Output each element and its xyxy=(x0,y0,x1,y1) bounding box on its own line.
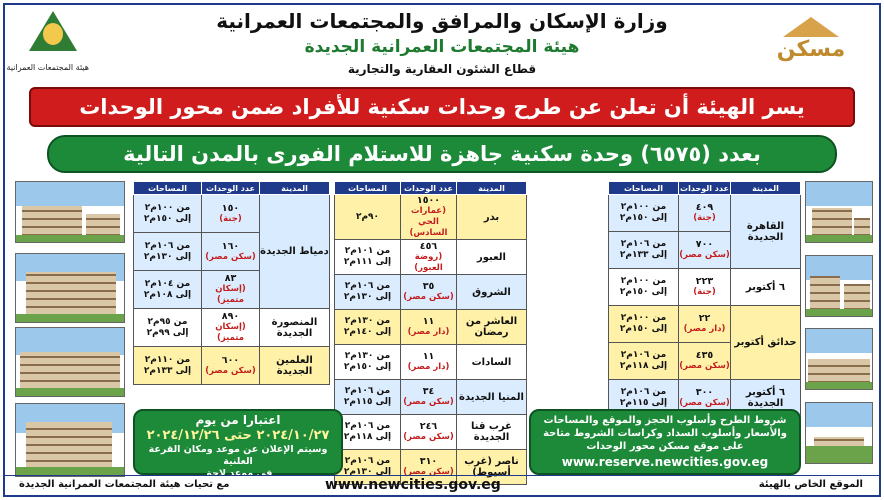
units-count: ٢٢٣ xyxy=(695,276,714,287)
lottery-note: وسيتم الإعلان عن موعد ومكان القرعة العلنية xyxy=(148,444,328,467)
site-url[interactable]: www.newcities.gov.eg xyxy=(325,477,501,493)
units-cell xyxy=(401,195,457,240)
units-cell xyxy=(679,232,731,269)
column-header-area: المساحات xyxy=(609,182,679,195)
area-to: إلى ١٣٠م٢ xyxy=(343,292,392,302)
project-type: (سكن مصر) xyxy=(679,250,730,260)
logo-caption: هيئة المجتمعات العمرانية xyxy=(6,63,89,72)
units-count: ٤٣٥ xyxy=(695,350,714,361)
units-cell xyxy=(202,309,260,347)
sakan-logo xyxy=(761,17,861,73)
city-name: السادات xyxy=(457,345,527,380)
column-header-units: عدد الوحدات xyxy=(401,182,457,195)
area-from: من ١١٠م٢ xyxy=(144,354,191,365)
city-name: العلمين الجديدة xyxy=(260,347,330,385)
column-header-units: عدد الوحدات xyxy=(680,183,729,193)
area-cell xyxy=(609,232,679,269)
area-to: إلى ١٠٨م٢ xyxy=(143,289,192,300)
table-row xyxy=(609,269,801,306)
table-right xyxy=(608,181,801,417)
table-row xyxy=(335,240,527,275)
units-count: ٣٥ xyxy=(422,281,435,292)
city-name: ٦ أكتوبر xyxy=(731,269,801,306)
units-cell xyxy=(202,195,260,233)
table-middle xyxy=(334,181,527,485)
building-photo xyxy=(15,403,125,477)
units-count: ٧٠٠ xyxy=(695,239,714,250)
area-to: إلى ١٥٠م٢ xyxy=(619,213,668,223)
area-from: من ١٠٦م٢ xyxy=(620,387,667,397)
area-from: من ٩٥م٢ xyxy=(147,316,188,327)
advertisement xyxy=(3,3,881,497)
column-header-area: المساحات xyxy=(335,182,401,195)
units-count: ٢٤٦ xyxy=(419,421,438,432)
sector-title: قطاع الشئون العقارية والتجارية xyxy=(347,62,537,76)
area-to: إلى ٩٩م٢ xyxy=(146,327,189,338)
footer xyxy=(5,475,879,495)
column-header-city: المدينة xyxy=(457,182,527,195)
area-cell xyxy=(609,343,679,380)
units-count: ٣٠٠ xyxy=(695,387,714,398)
table-row xyxy=(609,195,801,232)
table-header-row xyxy=(335,182,527,195)
area-to: إلى ١٣٣م٢ xyxy=(143,365,192,376)
table-header-row xyxy=(134,182,330,195)
city-name: القاهرة الجديدة xyxy=(731,195,801,269)
area-from: من ١٣٠م٢ xyxy=(344,351,391,361)
units-count: ٦٠٠ xyxy=(221,354,240,366)
sakan-logo-text: مسكن xyxy=(776,37,846,62)
units-cell xyxy=(202,271,260,309)
area-to: إلى ١٥٠م٢ xyxy=(619,324,668,334)
units-count: ١١ xyxy=(422,316,435,327)
city-name: دمياط الجديدة xyxy=(260,195,330,309)
project-type: (سكن مصر) xyxy=(679,398,730,408)
city-name: العبور xyxy=(457,240,527,275)
building-photo xyxy=(805,255,873,317)
area-from: من ١٠٦م٢ xyxy=(344,386,391,396)
units-cell xyxy=(679,195,731,232)
project-type: (دار مصر) xyxy=(683,324,726,334)
project-type: (جنة) xyxy=(219,213,242,224)
column-header-city: المدينة xyxy=(731,182,801,195)
units-count: ٨٣ xyxy=(224,273,237,284)
project-type: (عمارات الحي السادس) xyxy=(409,206,448,238)
building-photo xyxy=(805,328,873,390)
units-count: ٨٩٠ xyxy=(221,311,240,322)
area-from: من ١٠٦م٢ xyxy=(620,350,667,360)
area-cell xyxy=(335,380,401,415)
area-cell xyxy=(134,271,202,309)
units-count: ١١ xyxy=(422,351,435,362)
lottery-note-end: فى موعد لاحق xyxy=(203,468,273,479)
area-cell xyxy=(335,345,401,380)
units-count: ٤٠٩ xyxy=(695,202,714,213)
column-header-area: المساحات xyxy=(134,182,202,195)
area-from: من ١٠٠م٢ xyxy=(620,276,667,286)
project-type: (سكن مصر) xyxy=(403,467,454,477)
project-type: (سكن مصر) xyxy=(403,292,454,302)
date-box xyxy=(133,409,343,479)
area-to: إلى ١٥٠م٢ xyxy=(143,213,192,224)
units-cell xyxy=(679,269,731,306)
city-name: غرب قنا الجديدة xyxy=(457,415,527,450)
authority-title: هيئة المجتمعات العمرانية الجديدة xyxy=(304,37,580,57)
city-name: المنيا الجديدة xyxy=(457,380,527,415)
reserve-url[interactable]: www.reserve.newcities.gov.eg xyxy=(561,455,769,469)
city-name: الشروق xyxy=(457,275,527,310)
area-from: من ١٠٠م٢ xyxy=(620,202,667,212)
units-count-banner: بعدد (٦٥٧٥) وحدة سكنية جاهزة للاستلام الفورى بالمدن التالية xyxy=(47,135,837,173)
units-count: ١٥٠٠ xyxy=(416,195,441,206)
project-type: (سكن مصر) xyxy=(205,365,256,376)
area-cell xyxy=(134,309,202,347)
project-type: (روضة العبور) xyxy=(414,251,443,273)
area-to: إلى ١١٨م٢ xyxy=(619,361,668,371)
area-cell xyxy=(609,269,679,306)
area-to: إلى ١٣٣م٢ xyxy=(619,250,668,260)
table-row xyxy=(335,345,527,380)
area-from: من ١٠٦م٢ xyxy=(344,281,391,291)
date-intro: اعتبارا من يوم xyxy=(195,413,281,427)
area-cell xyxy=(134,347,202,385)
area-cell xyxy=(134,195,202,233)
area-from: من ١٠٦م٢ xyxy=(344,421,391,431)
area-cell xyxy=(609,195,679,232)
project-type: (إسكان متميز) xyxy=(215,322,246,343)
area-to: إلى ١١٥م٢ xyxy=(619,398,668,408)
area-from: من ١٠٤م٢ xyxy=(144,278,191,289)
table-row xyxy=(335,195,527,240)
units-cell xyxy=(401,380,457,415)
units-count: ٣١٠ xyxy=(419,456,438,467)
announcement-banner: يسر الهيئة أن تعلن عن طرح وحدات سكنية للأفراد ضمن محور الوحدات xyxy=(29,87,855,127)
house-roof-icon xyxy=(783,17,839,37)
header xyxy=(5,5,879,83)
city-name: بدر xyxy=(457,195,527,240)
area-cell xyxy=(335,195,401,240)
area-cell xyxy=(335,240,401,275)
table-row xyxy=(335,310,527,345)
area-cell xyxy=(134,233,202,271)
units-count: ١٥٠ xyxy=(221,202,240,214)
table-row xyxy=(335,275,527,310)
city-name: العاشر من رمضان xyxy=(457,310,527,345)
units-count: ٣٤ xyxy=(422,386,435,397)
terms-text: شروط الطرح وأسلوب الحجز والموقع والمساحات والأسعار وأسلوب السداد وكراسات الشروط متاحة على موقع مسكن محور الوحدات xyxy=(543,415,787,452)
project-type: (جنة) xyxy=(693,287,716,297)
project-type: (سكن مصر) xyxy=(403,432,454,442)
units-cell xyxy=(401,310,457,345)
city-name: المنصورة الجديدة xyxy=(260,309,330,347)
project-type: (جنة) xyxy=(693,213,716,223)
units-cell xyxy=(401,345,457,380)
area-from: ٩٠م٢ xyxy=(355,211,380,222)
area-cell xyxy=(335,415,401,450)
area-to: إلى ١٥٠م٢ xyxy=(619,287,668,297)
area-cell xyxy=(609,306,679,343)
area-from: من ١٠٠م٢ xyxy=(620,313,667,323)
table-row xyxy=(335,415,527,450)
table-row xyxy=(134,309,330,347)
units-cell xyxy=(401,415,457,450)
area-cell xyxy=(335,310,401,345)
ministry-title: وزارة الإسكان والمرافق والمجتمعات العمرانية xyxy=(216,9,668,33)
units-count: ٢٢ xyxy=(698,313,711,324)
column-header-units: عدد الوحدات xyxy=(202,182,260,195)
area-to: إلى ١٥٠م٢ xyxy=(343,362,392,372)
building-photo xyxy=(805,402,873,464)
table-row xyxy=(335,380,527,415)
units-cell xyxy=(401,275,457,310)
area-to: إلى ١٤٠م٢ xyxy=(343,327,392,337)
city-name: حدائق أكتوبر xyxy=(731,306,801,380)
units-count: ٤٥٦ xyxy=(419,240,438,252)
table-row xyxy=(609,306,801,343)
credit-line: مع تحيات هيئة المجتمعات العمرانية الجديدة xyxy=(19,479,230,490)
units-cell xyxy=(401,240,457,275)
project-type: (سكن مصر) xyxy=(205,251,256,262)
area-to: إلى ١١١م٢ xyxy=(343,257,392,267)
units-cell xyxy=(679,306,731,343)
area-to: إلى ١١٨م٢ xyxy=(343,432,392,442)
area-to: إلى ١٣٠م٢ xyxy=(343,467,392,477)
area-from: من ١٠٦م٢ xyxy=(144,240,191,251)
city-name: ٦ أكتوبر الجديدة xyxy=(731,380,801,417)
project-type: (سكن مصر) xyxy=(403,397,454,407)
table-row xyxy=(134,347,330,385)
building-photo xyxy=(15,327,125,397)
table-row xyxy=(134,195,330,233)
area-from: من ١٣٠م٢ xyxy=(344,316,391,326)
area-from: من ١٠١م٢ xyxy=(344,246,391,256)
date-range: ٢٠٢٤/١٠/٢٧ حتى ٢٠٢٤/١٢/٢٦ xyxy=(146,428,330,443)
terms-box xyxy=(529,409,801,475)
units-count: ١٦٠ xyxy=(221,240,240,252)
area-to: إلى ١١٥م٢ xyxy=(343,397,392,407)
table-left xyxy=(133,181,330,385)
building-photo xyxy=(805,181,873,243)
area-from: من ١٠٦م٢ xyxy=(344,456,391,466)
column-header-city: المدينة xyxy=(260,182,330,195)
project-type: (إسكان متميز) xyxy=(215,284,246,305)
area-cell xyxy=(335,275,401,310)
units-cell xyxy=(202,233,260,271)
units-cell xyxy=(202,347,260,385)
building-photo xyxy=(15,253,125,323)
project-type: (دار مصر) xyxy=(407,327,450,337)
city-name: ناصر (غرب أسيوط) xyxy=(457,450,527,485)
table-header-row xyxy=(609,182,801,195)
area-to: إلى ١٣٠م٢ xyxy=(143,251,192,262)
units-cell xyxy=(679,343,731,380)
building-photo xyxy=(15,181,125,243)
project-type: (سكن مصر) xyxy=(679,361,730,371)
site-label: الموقع الخاص بالهيئة xyxy=(758,479,863,490)
pyramid-logo-icon xyxy=(29,11,77,51)
nuca-logo xyxy=(6,11,89,79)
project-type: (دار مصر) xyxy=(407,362,450,372)
area-from: من ١٠٠م٢ xyxy=(144,202,191,213)
area-from: من ١٠٦م٢ xyxy=(620,239,667,249)
